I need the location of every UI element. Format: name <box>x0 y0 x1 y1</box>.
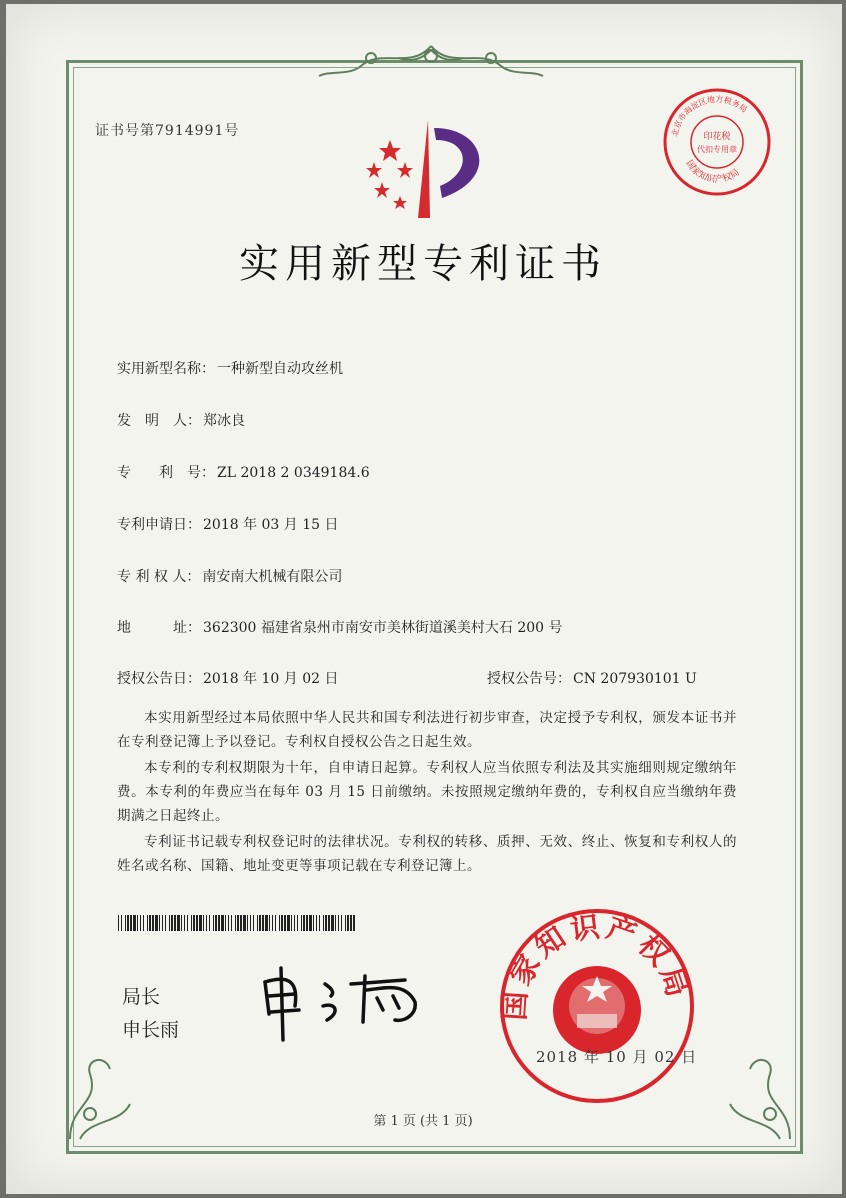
field-grant-date <box>117 668 339 688</box>
field-label: 授权公告日： <box>117 671 201 687</box>
field-label: 专利申请日： <box>117 517 201 533</box>
field-grant-number <box>487 668 697 688</box>
paragraph: 本专利的专利权期限为十年，自申请日起算。专利权人应当依照专利法及其实施细则规定缴纳年费。本专利的年费应当在每年 03 月 15 日前缴纳。未按照规定缴纳年费的，专利权自应当缴纳年费期满之日起终止。 <box>117 760 737 824</box>
field-patent-number <box>117 462 370 482</box>
top-ornament-icon <box>311 40 551 84</box>
director-title: 局长 <box>122 986 161 1008</box>
field-inventor <box>117 410 245 430</box>
field-value: 362300 福建省泉州市南安市美林街道溪美村大石 200 号 <box>203 620 563 636</box>
field-value: 2018 年 03 月 15 日 <box>203 517 339 533</box>
field-label: 实用新型名称： <box>117 361 215 377</box>
svg-text:北京市海淀区地方税务局: 北京市海淀区地方税务局 <box>670 94 749 138</box>
patent-office-logo-icon <box>360 118 495 228</box>
field-value: 2018 年 10 月 02 日 <box>203 671 339 687</box>
field-utility-model-name <box>117 358 343 378</box>
certificate-body <box>117 706 737 880</box>
director-name: 申长雨 <box>122 1019 180 1041</box>
svg-text:印花税: 印花税 <box>703 132 731 142</box>
svg-text:代扣专用章: 代扣专用章 <box>697 145 737 154</box>
paragraph: 本实用新型经过本局依照中华人民共和国专利法进行初步审查，决定授予专利权，颁发本证书并在专利登记簿上予以登记。专利权自授权公告之日起生效。 <box>117 710 737 750</box>
field-value: 郑冰良 <box>203 413 245 429</box>
field-label: 授权公告号： <box>487 671 571 687</box>
field-label: 专 利 权 人： <box>117 569 201 585</box>
field-value: ZL 2018 2 0349184.6 <box>217 465 370 481</box>
svg-text:国家知识产权局: 国家知识产权局 <box>497 908 697 1022</box>
field-address <box>117 617 563 637</box>
paragraph: 专利证书记载专利权登记时的法律状况。专利权的转移、质押、无效、终止、恢复和专利权人的姓名或名称、国籍、地址变更等事项记载在专利登记簿上。 <box>117 834 737 874</box>
page-title: 实用新型专利证书 <box>239 241 607 287</box>
certificate-number: 证书号第7914991号 <box>95 123 240 139</box>
barcode-icon <box>118 915 355 931</box>
field-label: 发 明 人： <box>117 413 201 429</box>
field-value: 南安南大机械有限公司 <box>202 569 343 585</box>
field-filing-date <box>117 514 339 534</box>
corner-ornament-icon <box>710 1044 800 1144</box>
signature-icon <box>255 962 435 1042</box>
svg-text:国家知识产权局: 国家知识产权局 <box>683 158 742 186</box>
page-footer: 第 1 页 (共 1 页) <box>373 1114 473 1129</box>
field-label: 专 利 号： <box>117 465 215 481</box>
field-value: CN 207930101 U <box>573 671 697 687</box>
national-ip-office-seal <box>497 906 697 1106</box>
tax-stamp-seal <box>661 86 773 198</box>
seal-date: 2018 年 10 月 02 日 <box>536 1048 698 1066</box>
corner-ornament-icon <box>60 1044 150 1144</box>
field-value: 一种新型自动攻丝机 <box>217 361 343 377</box>
field-label: 地 址： <box>117 620 201 636</box>
field-patentee <box>117 566 342 586</box>
